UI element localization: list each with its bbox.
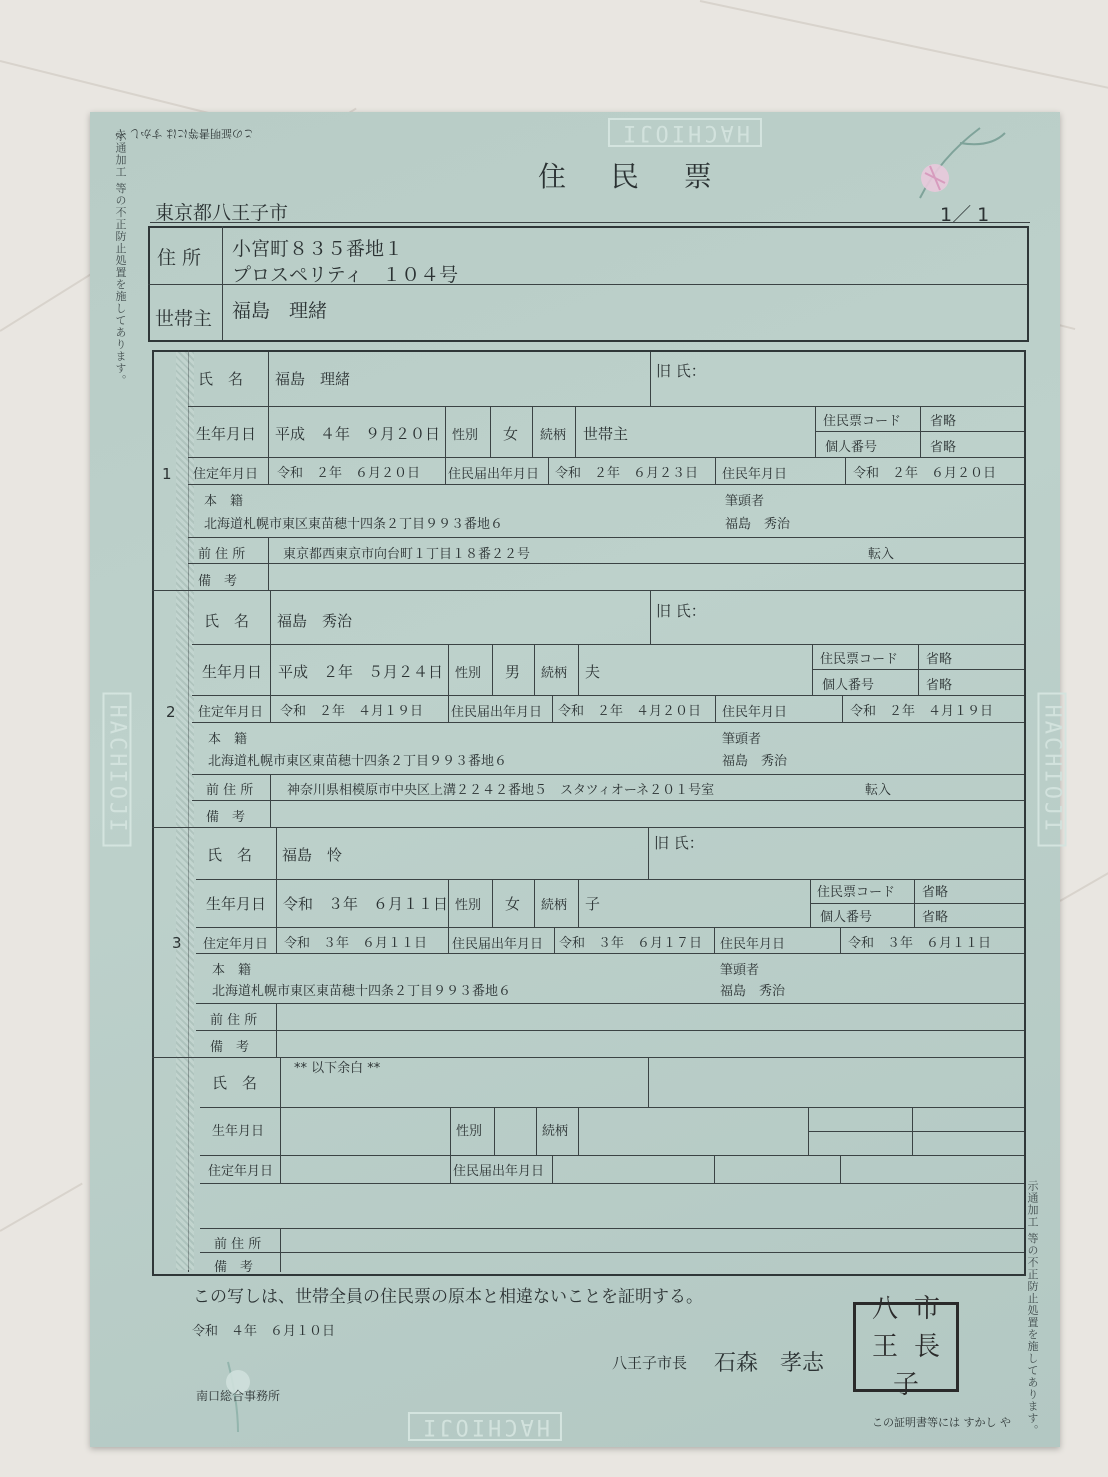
p3-kojin-label: 個人番号: [820, 910, 873, 925]
p2-remarks-label: 備 考: [206, 810, 246, 825]
p1-notice: 令和 ２年 ６月２３日: [555, 466, 699, 481]
official-seal: [853, 1294, 959, 1400]
p3-relation-label: 続柄: [541, 898, 568, 913]
p1-code-label: 住民票コード: [823, 414, 902, 429]
p2-old-name-label: 旧 氏：: [656, 602, 706, 620]
p1-transfer: 転入: [868, 547, 895, 562]
seal-char: 市: [913, 1294, 940, 1324]
p4-notice-label: 住民届出年月日: [453, 1164, 545, 1179]
p1-sex-label: 性別: [452, 428, 479, 443]
person-2-number: 2: [166, 703, 176, 721]
p3-birth: 令和 ３年 ６月１１日: [283, 895, 449, 913]
watermark-note-top: この証明書等には すかし や: [115, 127, 254, 140]
p3-notice: 令和 ３年 ６月１７日: [559, 936, 703, 951]
p2-hittousha-label: 筆頭者: [722, 732, 762, 747]
p3-code: 省略: [922, 885, 949, 900]
p2-prev-label: 前 住 所: [206, 783, 254, 798]
p1-name-label: 氏 名: [198, 370, 244, 388]
p2-honseki: 北海道札幌市東区東苗穂十四条２丁目９９３番地６: [208, 754, 508, 769]
address-label: 住 所: [157, 247, 202, 269]
residents-table: [152, 350, 1026, 1276]
p1-hittousha: 福島 秀治: [725, 517, 791, 532]
p3-prev-label: 前 住 所: [210, 1013, 258, 1028]
hachioji-watermark-top: HACHIOJI: [608, 118, 762, 147]
p2-notice: 令和 ２年 ４月２０日: [558, 704, 702, 719]
p3-kojin: 省略: [922, 910, 949, 925]
city-name: 東京都八王子市: [155, 202, 289, 224]
lily-emblem-icon: [900, 118, 1010, 208]
watermark-note: この証明書等には すかし や: [872, 1416, 1011, 1429]
p3-resident-label: 住民年月日: [720, 937, 786, 952]
p1-resident: 令和 ２年 ６月２０日: [853, 466, 997, 481]
p1-kojin-label: 個人番号: [825, 440, 878, 455]
p4-name-label: 氏 名: [212, 1074, 258, 1092]
p2-kojin: 省略: [926, 678, 953, 693]
p2-sex-label: 性別: [455, 666, 482, 681]
blank-note: ** 以下余白 **: [294, 1061, 381, 1076]
p4-relation-label: 続柄: [542, 1124, 569, 1139]
certification-text: この写しは、世帯全員の住民票の原本と相違ないことを証明する。: [193, 1287, 703, 1307]
hachioji-watermark-right: HACHIOJI: [1037, 693, 1066, 847]
p3-hittousha-label: 筆頭者: [720, 963, 760, 978]
p1-notice-label: 住民届出年月日: [448, 467, 540, 482]
p1-resident-label: 住民年月日: [722, 467, 788, 482]
seal-char: 子: [892, 1370, 919, 1400]
p4-prev-label: 前 住 所: [214, 1237, 262, 1252]
p1-kojin: 省略: [930, 440, 957, 455]
p2-honseki-label: 本 籍: [208, 732, 248, 747]
p1-prev-label: 前 住 所: [198, 547, 246, 562]
p1-honseki: 北海道札幌市東区東苗穂十四条２丁目９９３番地６: [204, 517, 504, 532]
p3-honseki-label: 本 籍: [212, 963, 252, 978]
p2-birth: 平成 ２年 ５月２４日: [278, 663, 444, 681]
side-note-left: 示通加工 等の不正防止処置を施してあります。: [114, 130, 127, 387]
p1-old-name-label: 旧 氏：: [656, 362, 706, 380]
mayor-title: 八王子市長: [612, 1354, 688, 1372]
p2-relation-label: 続柄: [541, 666, 568, 681]
p2-transfer: 転入: [865, 783, 892, 798]
mayor-name: 石森 孝志: [714, 1351, 825, 1376]
p2-birth-label: 生年月日: [202, 663, 263, 681]
p1-code: 省略: [930, 414, 957, 429]
office-name: 南口総合事務所: [196, 1389, 281, 1403]
p1-sex: 女: [503, 425, 519, 443]
side-note-right: 示通加工 等の不正防止処置を施してあります。: [1026, 1180, 1039, 1437]
p3-honseki: 北海道札幌市東区東苗穂十四条２丁目９９３番地６: [212, 984, 512, 999]
p2-hittousha: 福島 秀治: [722, 754, 788, 769]
p3-hittousha: 福島 秀治: [720, 984, 786, 999]
p3-sex: 女: [505, 895, 521, 913]
p4-settle-label: 住定年月日: [208, 1164, 274, 1179]
person-3-number: 3: [172, 934, 182, 952]
p1-hittousha-label: 筆頭者: [725, 494, 765, 509]
page-number: 1／ 1: [940, 204, 990, 226]
p2-prev: 神奈川県相模原市中央区上溝２２４２番地５ スタツィオーネ２０１号室: [287, 783, 715, 798]
p3-relation: 子: [585, 895, 601, 913]
p3-name-label: 氏 名: [207, 846, 253, 864]
p1-birth-label: 生年月日: [196, 425, 257, 443]
p2-resident: 令和 ２年 ４月１９日: [850, 704, 994, 719]
address-line-1: 小宮町８３５番地１: [232, 238, 404, 260]
p2-code-label: 住民票コード: [820, 652, 899, 667]
p1-name: 福島 理緒: [275, 370, 351, 388]
p2-resident-label: 住民年月日: [722, 705, 788, 720]
p1-settle: 令和 ２年 ６月２０日: [277, 466, 421, 481]
hachioji-watermark-left: HACHIOJI: [102, 693, 131, 847]
p4-sex-label: 性別: [456, 1124, 483, 1139]
head-name: 福島 理緒: [232, 300, 328, 322]
p3-sex-label: 性別: [455, 898, 482, 913]
seal-char: 王: [871, 1332, 898, 1362]
p1-settle-label: 住定年月日: [193, 467, 259, 482]
p1-birth: 平成 ４年 ９月２０日: [275, 425, 441, 443]
p3-resident: 令和 ３年 ６月１１日: [848, 936, 992, 951]
document-title: 住 民 票: [538, 160, 730, 193]
p2-settle-label: 住定年月日: [198, 705, 264, 720]
p3-birth-label: 生年月日: [206, 895, 267, 913]
issue-date: 令和 ４年 ６月１０日: [192, 1324, 336, 1339]
p3-settle-label: 住定年月日: [203, 937, 269, 952]
head-label: 世帯主: [155, 308, 213, 330]
p2-kojin-label: 個人番号: [822, 678, 875, 693]
p2-name-label: 氏 名: [204, 612, 250, 630]
p2-notice-label: 住民届出年月日: [451, 705, 543, 720]
p2-relation: 夫: [585, 663, 601, 681]
p3-remarks-label: 備 考: [210, 1040, 250, 1055]
seal-char: 八: [871, 1294, 898, 1324]
p1-prev: 東京都西東京市向台町１丁目１８番２２号: [283, 547, 531, 562]
p3-notice-label: 住民届出年月日: [452, 937, 544, 952]
person-1-number: 1: [162, 465, 172, 483]
p1-remarks-label: 備 考: [198, 574, 238, 589]
hachioji-watermark-bottom: HACHIOJI: [408, 1412, 562, 1441]
p2-name: 福島 秀治: [277, 612, 353, 630]
p4-remarks-label: 備 考: [214, 1260, 254, 1275]
p2-code: 省略: [926, 652, 953, 667]
p3-name: 福島 怜: [282, 846, 343, 864]
p3-old-name-label: 旧 氏：: [654, 834, 704, 852]
p2-settle: 令和 ２年 ４月１９日: [280, 704, 424, 719]
address-line-2: プロスペリティ １０４号: [232, 264, 459, 286]
p3-settle: 令和 ３年 ６月１１日: [284, 936, 428, 951]
p1-relation-label: 続柄: [540, 428, 567, 443]
seal-char: 長: [913, 1332, 940, 1362]
p1-relation: 世帯主: [583, 425, 629, 443]
p4-birth-label: 生年月日: [212, 1124, 265, 1139]
p2-sex: 男: [505, 663, 521, 681]
p3-code-label: 住民票コード: [817, 885, 896, 900]
p1-honseki-label: 本 籍: [204, 494, 244, 509]
